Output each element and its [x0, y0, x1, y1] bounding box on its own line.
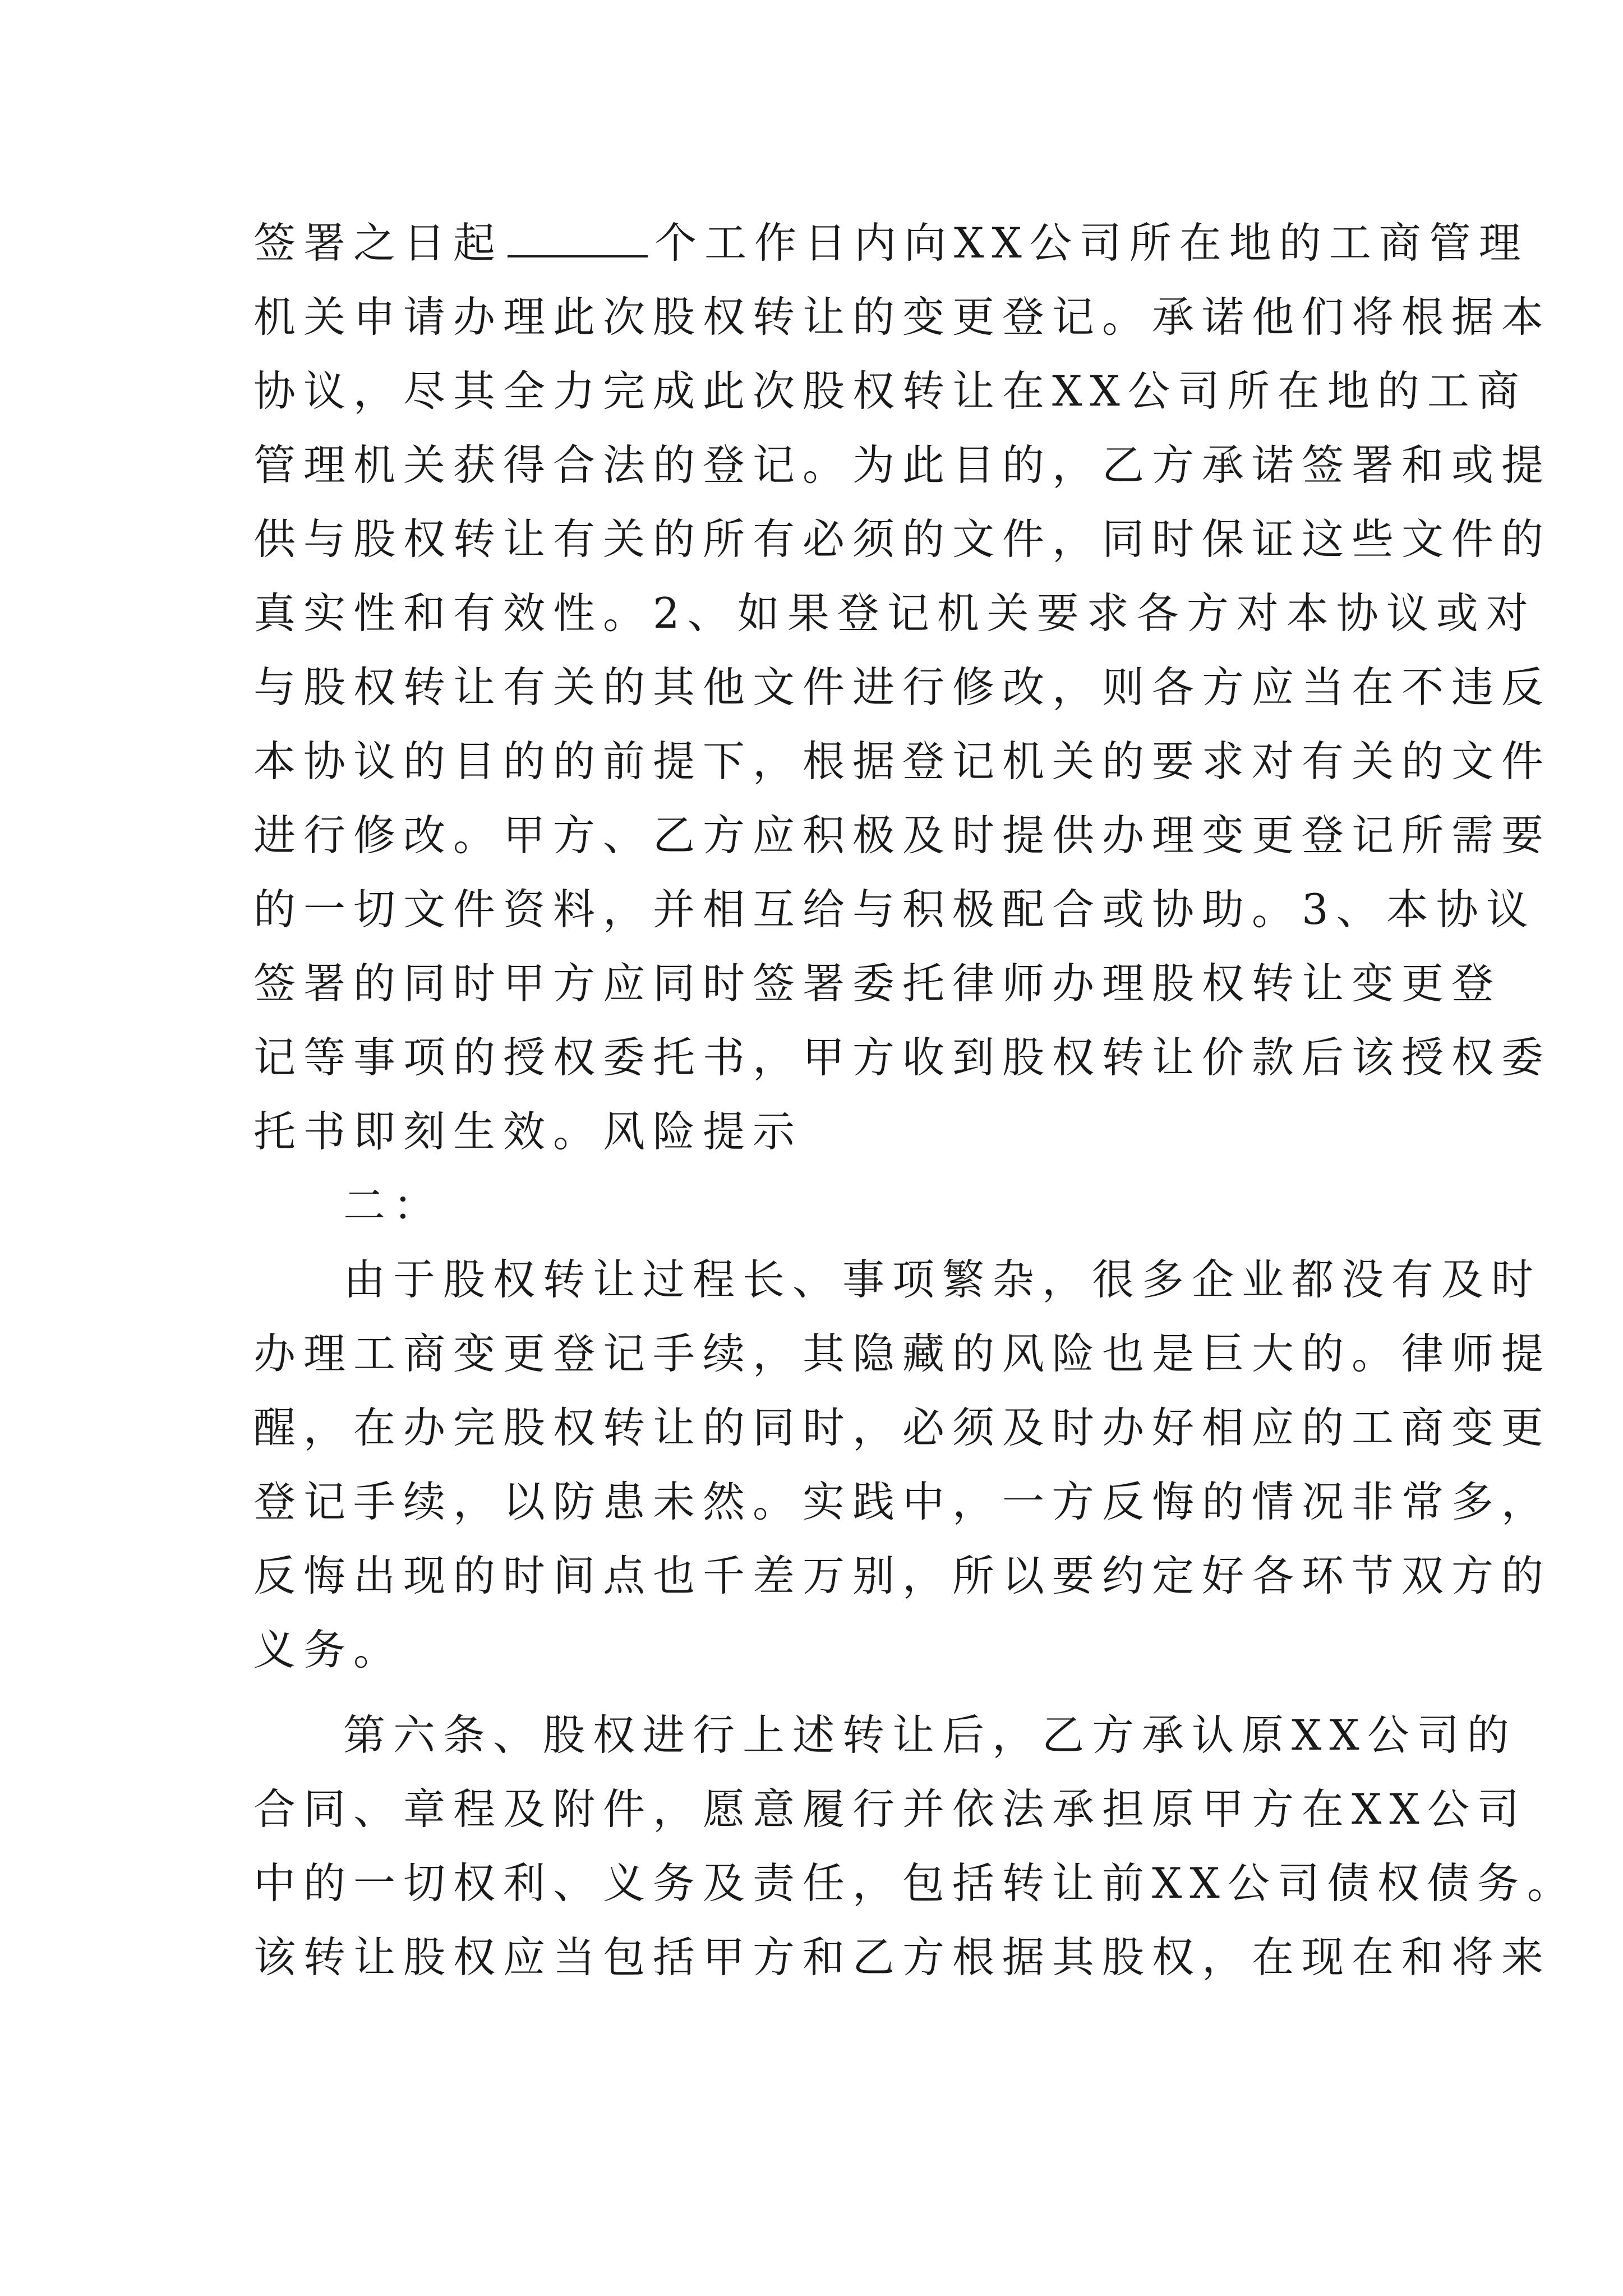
- text-line: 本协议的目的的前提下，根据登记机关的要求对有关的文件: [253, 737, 1552, 786]
- text-line: 合同、章程及附件，愿意履行并依法承担原甲方在XX公司: [253, 1784, 1527, 1834]
- text-line: 义务。: [253, 1625, 404, 1674]
- text-line: 协议，尽其全力完成此次股权转让在XX公司所在地的工商: [253, 366, 1527, 416]
- paragraph-first-line: 由于股权转让过程长、事项繁杂，很多企业都没有及时: [343, 1255, 1542, 1304]
- text-fragment: 签署之日起: [253, 218, 504, 268]
- text-line: 管理机关获得合法的登记。为此目的，乙方承诺签署和或提: [253, 440, 1552, 490]
- text-line: 该转让股权应当包括甲方和乙方根据其股权，在现在和将来: [253, 1932, 1552, 1982]
- text-line: 醒，在办完股权转让的同时，必须及时办好相应的工商变更: [253, 1403, 1552, 1452]
- section-heading: 二：: [343, 1181, 444, 1230]
- text-line: 真实性和有效性。2、如果登记机关要求各方对本协议或对: [253, 588, 1536, 638]
- text-line: 与股权转让有关的其他文件进行修改，则各方应当在不违反: [253, 662, 1552, 712]
- text-line: 托书即刻生效。风险提示: [253, 1107, 803, 1156]
- text-line: 进行修改。甲方、乙方应积极及时提供办理变更登记所需要: [253, 811, 1552, 860]
- text-line: 供与股权转让有关的所有必须的文件，同时保证这些文件的: [253, 514, 1552, 564]
- text-line: 记等事项的授权委托书，甲方收到股权转让价款后该授权委: [253, 1033, 1552, 1082]
- text-line: 办理工商变更登记手续，其隐藏的风险也是巨大的。律师提: [253, 1329, 1552, 1378]
- text-line: 登记手续，以防患未然。实践中，一方反悔的情况非常多，: [253, 1477, 1552, 1526]
- text-line: 机关申请办理此次股权转让的变更登记。承诺他们将根据本: [253, 292, 1552, 342]
- text-line: 反悔出现的时间点也千差万别，所以要约定好各环节双方的: [253, 1551, 1552, 1600]
- text-line: 签署的同时甲方应同时签署委托律师办理股权转让变更登: [253, 959, 1502, 1008]
- text-fragment: 个工作日内向XX公司所在地的工商管理: [654, 218, 1529, 268]
- text-line: [253, 218, 1529, 268]
- fill-in-blank: [508, 220, 648, 257]
- paragraph-first-line: 第六条、股权进行上述转让后，乙方承认原XX公司的: [343, 1710, 1517, 1760]
- text-line: 中的一切权利、义务及责任，包括转让前XX公司债权债务。: [253, 1858, 1577, 1908]
- text-line: 的一切文件资料，并相互给与积极配合或协助。3、本协议: [253, 885, 1536, 934]
